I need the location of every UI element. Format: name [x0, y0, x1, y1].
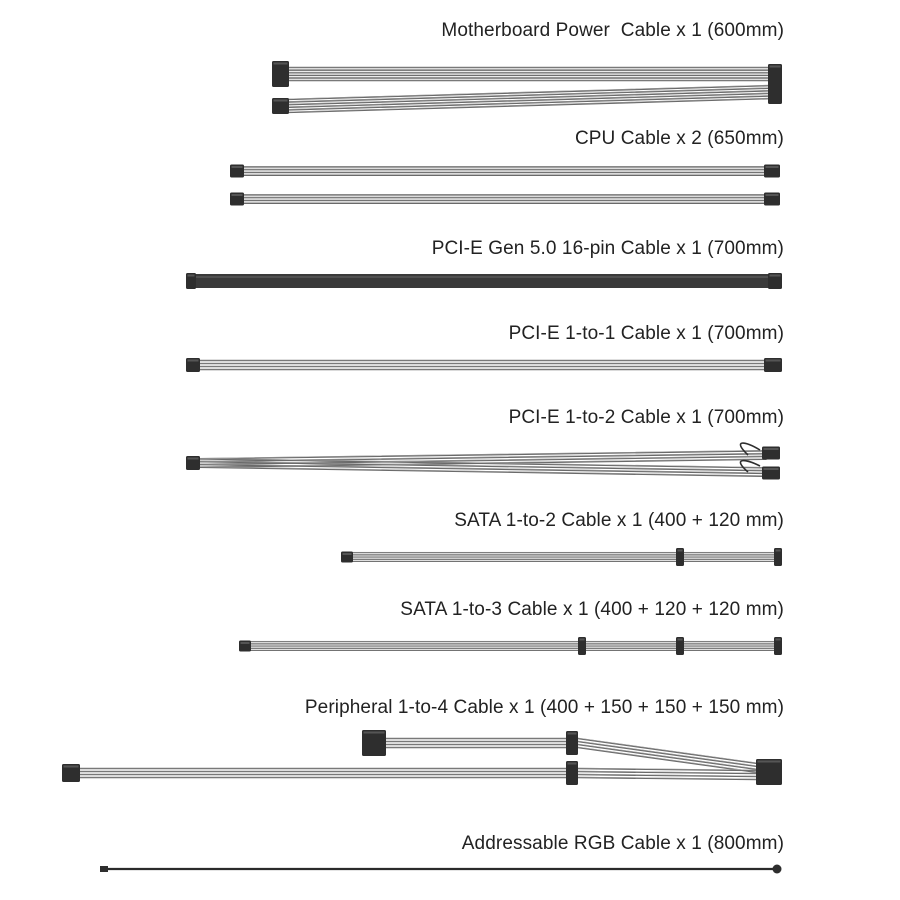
wire	[578, 745, 758, 770]
connector-ridge	[766, 360, 781, 362]
connector-ridge	[568, 763, 577, 765]
connector-ridge	[758, 761, 781, 763]
cable-label-cpu: CPU Cable x 2 (650mm)	[574, 128, 784, 149]
cable-label-pcie-1to2: PCI-E 1-to-2 Cable x 1 (700mm)	[508, 407, 784, 428]
wire	[578, 742, 758, 767]
cable-label-peripheral: Peripheral 1-to-4 Cable x 1 (400 + 150 + 150 + 150 mm)	[304, 697, 784, 718]
connector-ridge	[770, 66, 781, 68]
pcie-gen5-cable-icon	[186, 273, 782, 289]
wire-highlight	[578, 744, 758, 769]
argb-connector-right	[773, 865, 782, 874]
wire-highlight	[578, 741, 758, 766]
gen5-sleeve	[195, 274, 770, 288]
argb-cable-icon	[100, 865, 782, 874]
peri-connector-mid-bottom	[566, 761, 578, 785]
connector-ridge	[64, 766, 79, 768]
connector-ridge	[232, 166, 243, 168]
wire-highlight	[198, 467, 766, 476]
cpu-cable-icon	[230, 165, 780, 206]
connector-ridge	[188, 360, 199, 362]
connector-ridge	[241, 642, 250, 644]
sata-1to2-cable-icon	[341, 548, 782, 566]
pcie-1to2-cable-icon	[186, 443, 780, 479]
mb-connector-left-top	[272, 61, 289, 87]
peri-connector-right	[756, 759, 782, 785]
connector-ridge	[568, 733, 577, 735]
cable-label-sata-1to2: SATA 1-to-2 Cable x 1 (400 + 120 mm)	[454, 510, 784, 531]
connector-ridge	[274, 63, 288, 65]
argb-connector-left	[100, 866, 108, 872]
connector-ridge	[776, 639, 781, 641]
peripheral-cable-icon	[62, 730, 782, 785]
cable-label-motherboard: Motherboard Power Cable x 1 (600mm)	[441, 20, 784, 41]
connector-ridge	[766, 194, 779, 196]
cable-label-sata-1to3: SATA 1-to-3 Cable x 1 (400 + 120 + 120 mm)	[400, 599, 784, 620]
connector-ridge	[764, 468, 779, 470]
connector-ridge	[776, 550, 781, 552]
cable-label-argb: Addressable RGB Cable x 1 (800mm)	[461, 833, 784, 854]
pcie-1to1-cable-icon	[186, 358, 782, 372]
connector-ridge	[766, 166, 779, 168]
connector-ridge	[678, 550, 683, 552]
connector-ridge	[770, 275, 781, 277]
connector-ridge	[188, 275, 195, 277]
cable-label-pcie-gen5: PCI-E Gen 5.0 16-pin Cable x 1 (700mm)	[431, 238, 784, 259]
motherboard-cable-icon	[272, 61, 782, 114]
connector-ridge	[232, 194, 243, 196]
connector-ridge	[364, 732, 385, 734]
peri-connector-mid-top	[566, 731, 578, 755]
connector-ridge	[343, 553, 352, 555]
cable-label-pcie-1to1: PCI-E 1-to-1 Cable x 1 (700mm)	[508, 323, 784, 344]
connector-ridge	[678, 639, 683, 641]
connector-ridge	[764, 448, 779, 450]
mb-connector-right	[768, 64, 782, 104]
connector-ridge	[274, 100, 288, 102]
sata-1to3-cable-icon	[239, 637, 782, 655]
peri-connector-top-left	[362, 730, 386, 756]
connector-ridge	[188, 458, 199, 460]
connector-ridge	[580, 639, 585, 641]
